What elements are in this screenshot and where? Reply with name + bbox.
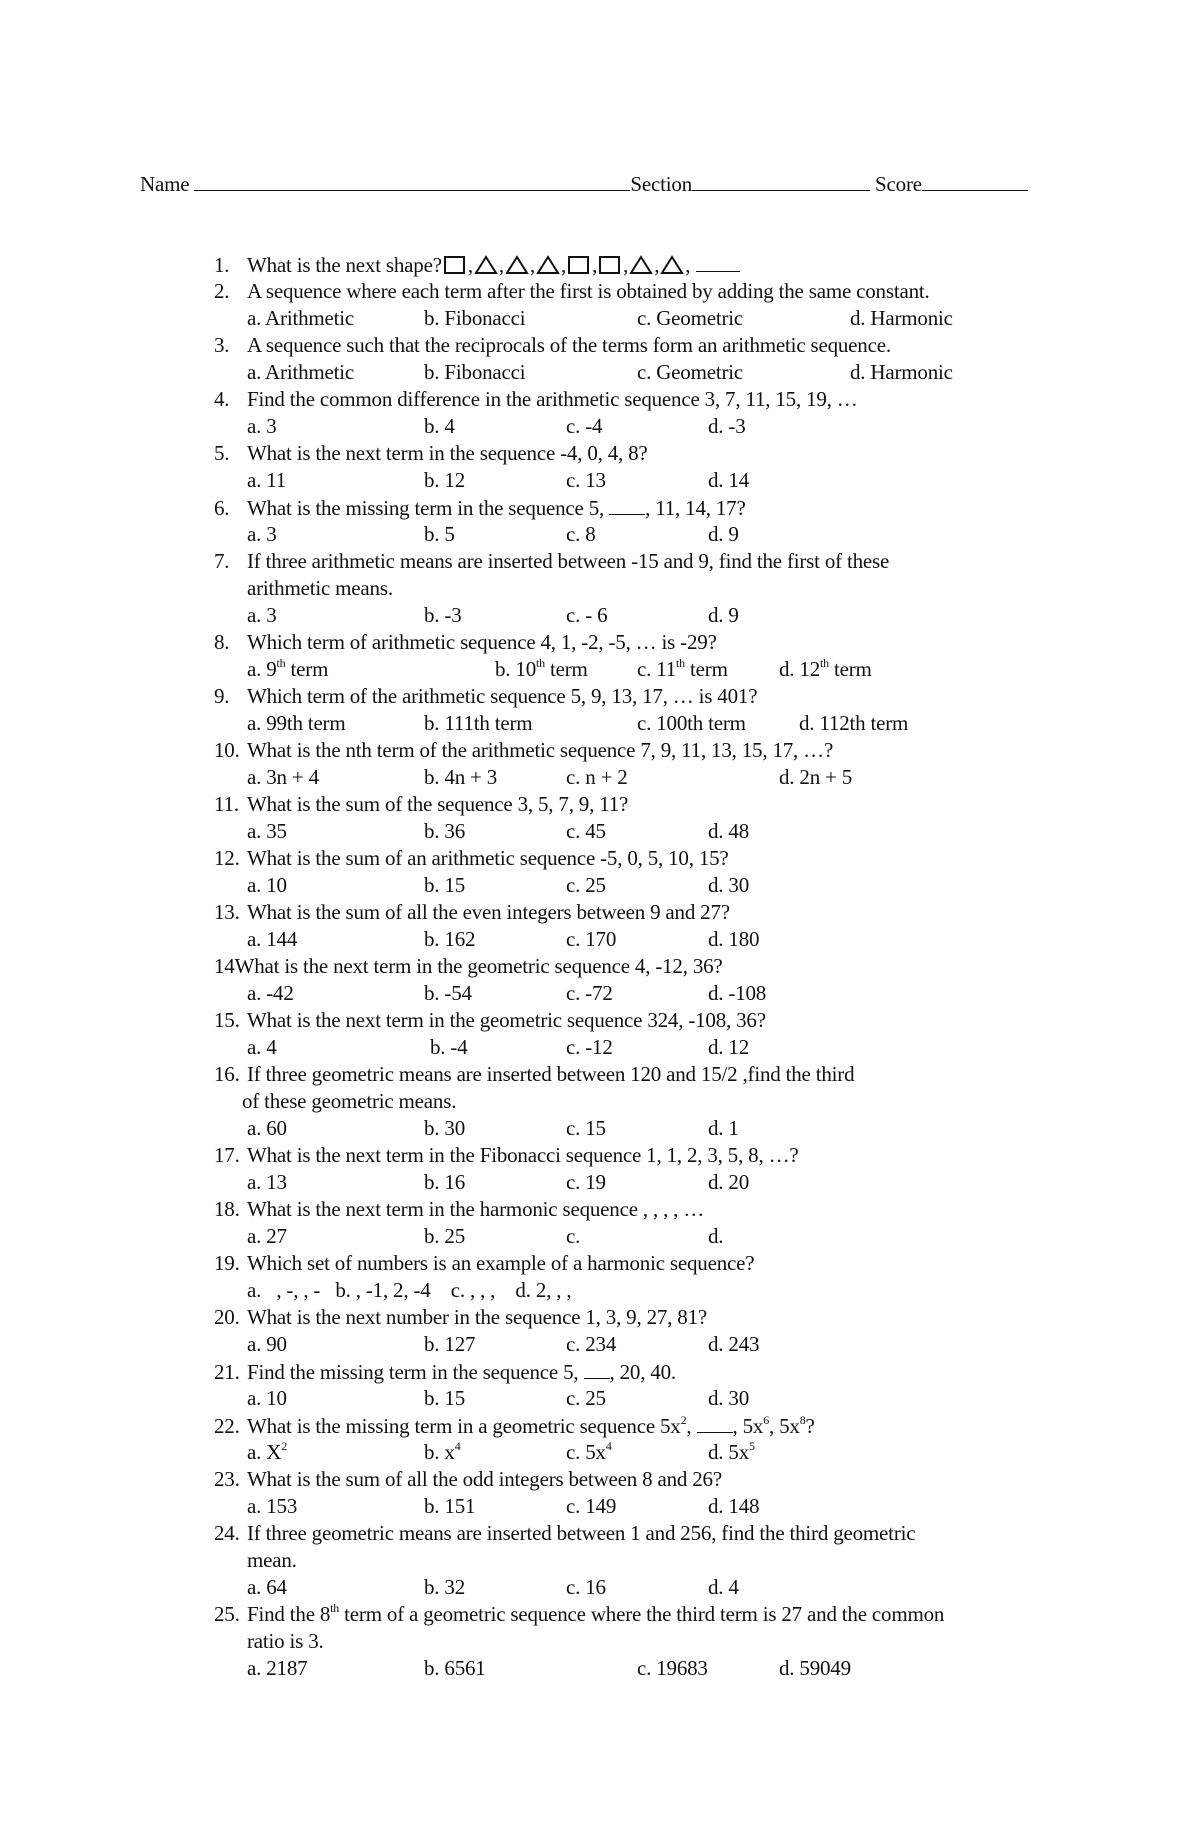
question-number: 22. <box>214 1414 240 1438</box>
option-c[interactable]: c. 25 <box>566 1386 606 1410</box>
question-text: What is the missing term in the sequence 5, <box>247 496 610 520</box>
question-text: What is the nth term of the arithmetic sequence 7, 9, 11, 13, 15, 17, …? <box>247 738 834 762</box>
option-a[interactable]: a. 27 <box>247 1224 287 1248</box>
option-b[interactable]: b. 5 <box>424 522 455 546</box>
section-field[interactable] <box>692 170 870 191</box>
option-d[interactable]: d. 148 <box>708 1494 760 1518</box>
option-b[interactable]: b. -4 <box>430 1035 468 1059</box>
question-text: What is the next term in the harmonic sequence , , , , … <box>247 1197 705 1221</box>
option-d[interactable]: d. 243 <box>708 1332 760 1356</box>
option-b[interactable]: b. 151 <box>424 1494 476 1518</box>
option-b[interactable]: b. 36 <box>424 819 466 843</box>
option-d[interactable]: d. 9 <box>708 522 739 546</box>
option-b[interactable]: b. 4n + 3 <box>424 765 498 789</box>
question-number: 2. <box>214 279 230 303</box>
option-d[interactable]: d. 1 <box>708 1116 739 1140</box>
option-text: term <box>285 657 329 681</box>
option-a[interactable]: a. 99th term <box>247 711 346 735</box>
option-c[interactable]: c. 19 <box>566 1170 606 1194</box>
option-b[interactable]: b. 16 <box>424 1170 466 1194</box>
superscript: th <box>536 656 545 670</box>
option-a[interactable]: a. 3 <box>247 522 277 546</box>
question-number: 24. <box>214 1521 240 1545</box>
option-b[interactable] <box>495 656 588 682</box>
question-text: What is the next number in the sequence 1, 3, 9, 27, 81? <box>247 1305 708 1329</box>
question-text-cont: , 20, 40. <box>609 1360 676 1384</box>
options-row[interactable]: a. , -, , - b. , -1, 2, -4 c. , , , d. 2, , , <box>247 1278 572 1302</box>
option-d[interactable]: d. 14 <box>708 468 750 492</box>
answer-blank[interactable] <box>696 251 740 272</box>
question-text-cont: ratio is 3. <box>247 1629 324 1653</box>
question-13 <box>214 899 730 925</box>
option-d[interactable]: d. 2n + 5 <box>779 765 853 789</box>
option-c[interactable]: c. 8 <box>566 522 596 546</box>
superscript: th <box>820 656 829 670</box>
option-a[interactable]: a. 153 <box>247 1494 298 1518</box>
question-text: If three geometric means are inserted between 1 and 256, find the third geometric <box>247 1521 916 1545</box>
option-c[interactable]: c. -72 <box>566 981 613 1005</box>
option-a[interactable]: a. 11 <box>247 468 287 492</box>
option-b[interactable]: b. 111th term <box>424 711 533 735</box>
option-b[interactable]: b. -54 <box>424 981 472 1005</box>
option-d[interactable]: d. <box>708 1224 724 1248</box>
option-c[interactable] <box>566 1439 612 1465</box>
option-b[interactable]: b. 4 <box>424 414 455 438</box>
question-9 <box>214 683 757 709</box>
question-number: 4. <box>214 387 230 411</box>
option-c[interactable]: c. 149 <box>566 1494 617 1518</box>
question-21 <box>214 1358 676 1385</box>
option-a[interactable] <box>247 656 328 682</box>
shape-sequence: , , , , , , , , <box>442 253 691 277</box>
option-d[interactable]: d. -3 <box>708 414 746 438</box>
option-text: term <box>828 657 872 681</box>
option-text: d. 5x <box>708 1440 750 1464</box>
option-c[interactable]: c. 170 <box>566 927 617 951</box>
question-text: Which set of numbers is an example of a harmonic sequence? <box>247 1251 755 1275</box>
option-a[interactable]: a. 3 <box>247 414 277 438</box>
question-text: , 5x <box>732 1414 764 1438</box>
option-b[interactable]: b. 15 <box>424 873 466 897</box>
option-a[interactable] <box>247 1439 287 1465</box>
score-field[interactable] <box>922 170 1028 191</box>
question-text: A sequence where each term after the first is obtained by adding the same constant. <box>247 279 930 303</box>
option-a[interactable]: a. 144 <box>247 927 298 951</box>
question-number: 11. <box>214 792 239 816</box>
question-number: 10. <box>214 738 240 762</box>
option-d[interactable]: d. 59049 <box>779 1656 851 1680</box>
option-c[interactable]: c. 19683 <box>637 1656 708 1680</box>
question-text: Find the common difference in the arithmetic sequence 3, 7, 11, 15, 19, … <box>247 387 858 411</box>
option-d[interactable]: d. 30 <box>708 1386 750 1410</box>
option-text: a. 9 <box>247 657 277 681</box>
option-c[interactable]: c. 15 <box>566 1116 606 1140</box>
option-b[interactable]: b. Fibonacci <box>424 306 526 330</box>
option-b[interactable]: b. 32 <box>424 1575 466 1599</box>
option-b[interactable]: b. 25 <box>424 1224 466 1248</box>
question-3 <box>214 332 891 358</box>
option-c[interactable]: c. Geometric <box>637 306 744 330</box>
option-text: c. 11 <box>637 657 677 681</box>
option-c[interactable]: c. 234 <box>566 1332 617 1356</box>
option-b[interactable]: b. -3 <box>424 603 462 627</box>
option-d[interactable]: d. Harmonic <box>850 360 953 384</box>
exponent: 8 <box>799 1413 806 1427</box>
question-7 <box>214 548 889 574</box>
superscript: th <box>330 1601 340 1615</box>
option-a[interactable]: a. 3n + 4 <box>247 765 319 789</box>
question-text: A sequence such that the reciprocals of the terms form an arithmetic sequence. <box>247 333 891 357</box>
option-text: term <box>544 657 588 681</box>
option-a[interactable]: a. 4 <box>247 1035 277 1059</box>
option-a[interactable]: a. 3 <box>247 603 277 627</box>
option-a[interactable]: a. 13 <box>247 1170 287 1194</box>
option-c[interactable]: c. -12 <box>566 1035 613 1059</box>
question-15 <box>214 1007 766 1033</box>
question-text: Which term of the arithmetic sequence 5, 9, 13, 17, … is 401? <box>247 684 758 708</box>
answer-blank[interactable] <box>697 1412 733 1433</box>
answer-blank[interactable] <box>584 1358 610 1379</box>
option-text: b. 10 <box>495 657 537 681</box>
question-text: What is the sum of the sequence 3, 5, 7, 9, 11? <box>247 792 629 816</box>
option-d[interactable]: d. Harmonic <box>850 306 953 330</box>
question-14: 14What is the next term in the geometric sequence 4, -12, 36? <box>214 954 723 978</box>
option-b[interactable]: b. 6561 <box>424 1656 486 1680</box>
exponent: 2 <box>281 1439 287 1453</box>
answer-blank[interactable] <box>609 494 645 515</box>
option-b[interactable]: b. 30 <box>424 1116 466 1140</box>
option-d[interactable]: d. -108 <box>708 981 767 1005</box>
question-number: 12. <box>214 846 240 870</box>
option-b[interactable] <box>424 1439 461 1465</box>
option-text: b. x <box>424 1440 455 1464</box>
question-text: Find the missing term in the sequence 5, <box>247 1360 584 1384</box>
question-number: 25. <box>214 1602 240 1626</box>
option-d[interactable]: d. 12 <box>708 1035 750 1059</box>
question-8 <box>214 629 717 655</box>
question-2 <box>214 278 930 304</box>
question-4 <box>214 386 858 412</box>
question-6 <box>214 494 746 521</box>
option-text: d. 12 <box>779 657 821 681</box>
question-text: What is the missing term in a geometric sequence 5x <box>247 1414 681 1438</box>
square-icon <box>443 255 467 275</box>
option-a[interactable]: a. -42 <box>247 981 294 1005</box>
question-number: 1. <box>214 253 230 277</box>
question-number: 18. <box>214 1197 240 1221</box>
question-text-cont: arithmetic means. <box>247 576 393 600</box>
question-text: What is the next term in the geometric sequence 324, -108, 36? <box>247 1008 766 1032</box>
option-d[interactable]: d. 9 <box>708 603 739 627</box>
question-text-cont: of these geometric means. <box>242 1089 457 1113</box>
option-d[interactable] <box>708 1439 755 1465</box>
option-c[interactable]: c. Geometric <box>637 360 744 384</box>
square-icon <box>567 255 591 275</box>
question-text: What is the next shape? <box>247 253 442 277</box>
question-text: term of a geometric sequence where the third term is 27 and the common <box>339 1602 945 1626</box>
question-number: 21. <box>214 1360 240 1384</box>
option-text: term <box>684 657 728 681</box>
option-a[interactable]: a. 64 <box>247 1575 287 1599</box>
option-c[interactable]: c. - 6 <box>566 603 608 627</box>
question-number: 23. <box>214 1467 240 1491</box>
question-18 <box>214 1196 704 1222</box>
superscript: th <box>276 656 286 670</box>
question-20 <box>214 1304 707 1330</box>
option-c[interactable]: c. 13 <box>566 468 606 492</box>
question-text: Find the 8 <box>247 1602 331 1626</box>
question-number: 7. <box>214 549 230 573</box>
question-text: What is the next term in the Fibonacci sequence 1, 1, 2, 3, 5, 8, …? <box>247 1143 799 1167</box>
option-c[interactable]: c. 25 <box>566 873 606 897</box>
question-number: 5. <box>214 441 230 465</box>
option-d[interactable] <box>779 656 872 682</box>
superscript: th <box>676 656 685 670</box>
option-text: a. X <box>247 1440 282 1464</box>
triangle-icon <box>536 255 560 275</box>
option-c[interactable]: c. 16 <box>566 1575 606 1599</box>
question-number: 8. <box>214 630 230 654</box>
option-b[interactable]: b. Fibonacci <box>424 360 526 384</box>
option-b[interactable]: b. 15 <box>424 1386 466 1410</box>
question-16 <box>214 1061 854 1087</box>
question-23 <box>214 1466 722 1492</box>
question-text: , <box>686 1414 697 1438</box>
question-text: What is the sum of all the odd integers between 8 and 26? <box>247 1467 722 1491</box>
option-a[interactable]: a. 35 <box>247 819 287 843</box>
question-text: If three geometric means are inserted between 120 and 15/2 ,find the third <box>247 1062 855 1086</box>
option-text: c. 5x <box>566 1440 606 1464</box>
exponent: 6 <box>763 1413 770 1427</box>
option-c[interactable]: c. 100th term <box>637 711 746 735</box>
option-d[interactable]: d. 180 <box>708 927 760 951</box>
option-a[interactable]: a. 10 <box>247 873 287 897</box>
question-text: If three arithmetic means are inserted between -15 and 9, find the first of these <box>247 549 890 573</box>
question-number: 15. <box>214 1008 240 1032</box>
triangle-icon <box>660 255 684 275</box>
question-number: 17. <box>214 1143 240 1167</box>
question-19 <box>214 1250 754 1276</box>
question-number: 19. <box>214 1251 240 1275</box>
question-10 <box>214 737 833 763</box>
question-text: What is the sum of all the even integers between 9 and 27? <box>247 900 730 924</box>
question-25 <box>214 1601 944 1627</box>
option-d[interactable]: d. 30 <box>708 873 750 897</box>
option-b[interactable]: b. 12 <box>424 468 466 492</box>
question-text: Which term of arithmetic sequence 4, 1, -2, -5, … is -29? <box>247 630 717 654</box>
option-d[interactable]: d. 20 <box>708 1170 750 1194</box>
exponent: 2 <box>680 1413 687 1427</box>
question-17 <box>214 1142 799 1168</box>
option-c[interactable]: c. <box>566 1224 581 1248</box>
question-5 <box>214 440 648 466</box>
question-1 <box>214 251 740 278</box>
exponent: 5 <box>749 1439 755 1453</box>
triangle-icon <box>505 255 529 275</box>
option-b[interactable]: b. 127 <box>424 1332 476 1356</box>
question-text-cont: , 11, 14, 17? <box>645 496 746 520</box>
question-text-cont: mean. <box>247 1548 297 1572</box>
option-a[interactable]: a. Arithmetic <box>247 306 355 330</box>
section-label: Section <box>630 172 692 196</box>
question-number: 16. <box>214 1062 240 1086</box>
score-label: Score <box>870 172 922 196</box>
option-d[interactable]: d. 48 <box>708 819 750 843</box>
question-number: 3. <box>214 333 230 357</box>
option-d[interactable]: d. 112th term <box>799 711 909 735</box>
question-text: What is the next term in the sequence -4, 0, 4, 8? <box>247 441 648 465</box>
triangle-icon <box>474 255 498 275</box>
question-number: 13. <box>214 900 240 924</box>
option-a[interactable]: a. 90 <box>247 1332 287 1356</box>
name-field[interactable] <box>194 170 630 191</box>
question-12 <box>214 845 729 871</box>
option-c[interactable]: c. 45 <box>566 819 606 843</box>
question-text: , 5x <box>769 1414 800 1438</box>
square-icon <box>598 255 622 275</box>
question-22 <box>214 1412 815 1439</box>
option-c[interactable]: c. n + 2 <box>566 765 628 789</box>
exponent: 4 <box>605 1439 612 1453</box>
exponent: 4 <box>454 1439 461 1453</box>
name-label: Name <box>140 172 195 196</box>
option-a[interactable]: a. 10 <box>247 1386 287 1410</box>
option-c[interactable]: c. -4 <box>566 414 603 438</box>
header-line <box>140 170 1060 197</box>
option-a[interactable]: a. 60 <box>247 1116 287 1140</box>
question-text: What is the sum of an arithmetic sequence -5, 0, 5, 10, 15? <box>247 846 729 870</box>
triangle-icon <box>629 255 653 275</box>
option-d[interactable]: d. 4 <box>708 1575 739 1599</box>
option-c[interactable] <box>637 656 728 682</box>
question-24 <box>214 1520 915 1546</box>
question-11 <box>214 791 628 817</box>
option-a[interactable]: a. Arithmetic <box>247 360 355 384</box>
question-number: 20. <box>214 1305 240 1329</box>
question-number: 9. <box>214 684 230 708</box>
question-text: ? <box>805 1414 815 1438</box>
question-number: 6. <box>214 496 230 520</box>
option-b[interactable]: b. 162 <box>424 927 476 951</box>
option-a[interactable]: a. 2187 <box>247 1656 308 1680</box>
